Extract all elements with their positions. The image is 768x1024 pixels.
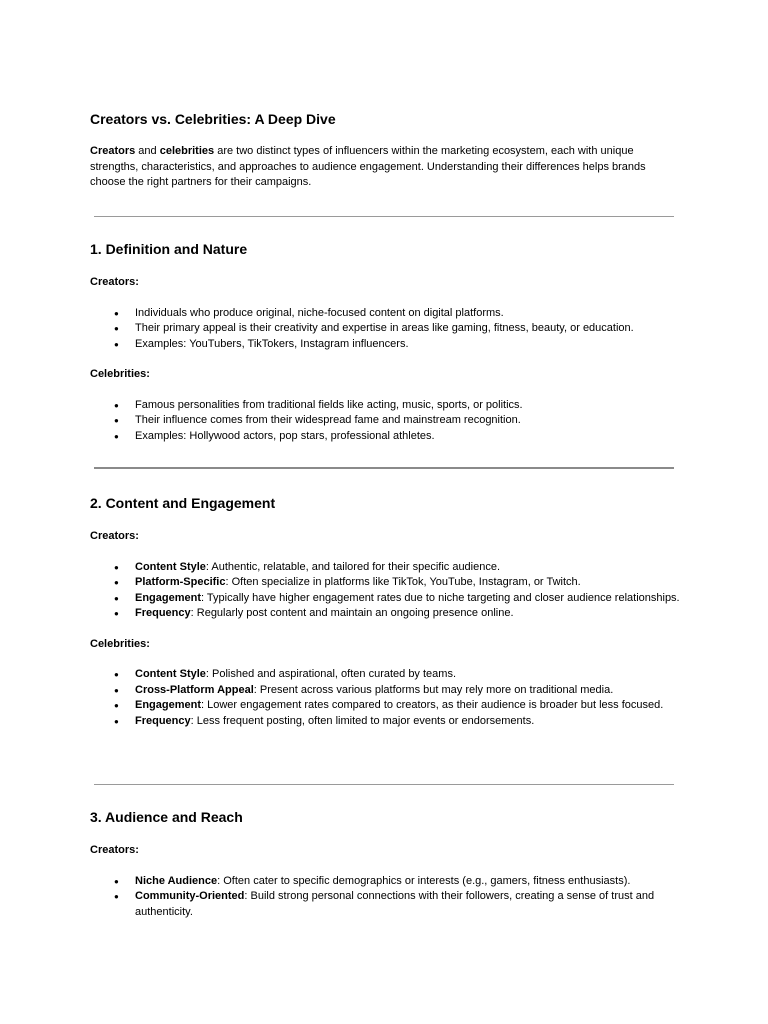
section-divider: [94, 467, 674, 469]
bullet-list: [90, 874, 680, 921]
intro-body: are two distinct types of influencers within the marketing ecosystem, each with unique strengths, characteristics, and approaches to audience engagement. Understanding their differences helps brands choose the right partners for their campaigns.: [90, 145, 646, 188]
list-item: ● Content Style: Authentic, relatable, and tailored for their specific audience.: [90, 560, 680, 576]
list-item: ● Frequency: Regularly post content and maintain an ongoing presence online.: [90, 606, 680, 622]
section-divider: [94, 216, 674, 217]
list-item: ● Examples: YouTubers, TikTokers, Instagram influencers.: [90, 337, 680, 353]
group-label-creators: Creators:: [90, 844, 139, 856]
section-audience-reach: [90, 808, 680, 935]
list-item: ● Cross-Platform Appeal: Present across various platforms but may rely more on traditional media.: [90, 683, 680, 699]
list-item: ● Frequency: Less frequent posting, often limited to major events or endorsements.: [90, 714, 680, 730]
document-title: Creators vs. Celebrities: A Deep Dive: [90, 111, 336, 127]
list-item: ● Content Style: Polished and aspirational, often curated by teams.: [90, 667, 680, 683]
section-heading: 3. Audience and Reach: [90, 809, 243, 825]
list-item: ● Community-Oriented: Build strong personal connections with their followers, creating a sense of trust and authenticity.: [90, 889, 680, 920]
list-item: ● Famous personalities from traditional fields like acting, music, sports, or politics.: [90, 398, 680, 414]
intro-paragraph: [90, 144, 680, 191]
intro-term-celebrities: celebrities: [159, 145, 215, 157]
list-item: ● Niche Audience: Often cater to specific demographics or interests (e.g., gamers, fitness enthusiasts).: [90, 874, 680, 890]
intro-term-creators: Creators: [90, 145, 136, 157]
bullet-list: [90, 560, 680, 622]
list-item: ● Examples: Hollywood actors, pop stars, professional athletes.: [90, 429, 680, 445]
bullet-list: [90, 306, 680, 353]
group-label-celebrities: Celebrities:: [90, 637, 150, 650]
list-item: ● Platform-Specific: Often specialize in platforms like TikTok, YouTube, Instagram, or Twitch.: [90, 575, 680, 591]
group-label-celebrities: Celebrities:: [90, 368, 150, 380]
list-item: ● Engagement: Typically have higher engagement rates due to niche targeting and closer audience relationships.: [90, 591, 680, 607]
bullet-list: [90, 667, 680, 729]
section-content-engagement: [90, 494, 680, 744]
list-item: ● Individuals who produce original, niche-focused content on digital platforms.: [90, 306, 680, 322]
section-divider: [94, 784, 674, 785]
list-item: ● Engagement: Lower engagement rates compared to creators, as their audience is broader but less focused.: [90, 698, 680, 714]
group-label-creators: Creators:: [90, 276, 139, 288]
bullet-list: [90, 398, 680, 445]
list-item: ● Their primary appeal is their creativity and expertise in areas like gaming, fitness, beauty, or education.: [90, 321, 680, 337]
intro-connector: and: [135, 145, 160, 157]
list-item: ● Their influence comes from their widespread fame and mainstream recognition.: [90, 413, 680, 429]
section-definition: [90, 240, 680, 459]
section-heading: 2. Content and Engagement: [90, 495, 276, 511]
group-label-creators: Creators:: [90, 530, 139, 542]
section-heading: 1. Definition and Nature: [90, 241, 248, 257]
